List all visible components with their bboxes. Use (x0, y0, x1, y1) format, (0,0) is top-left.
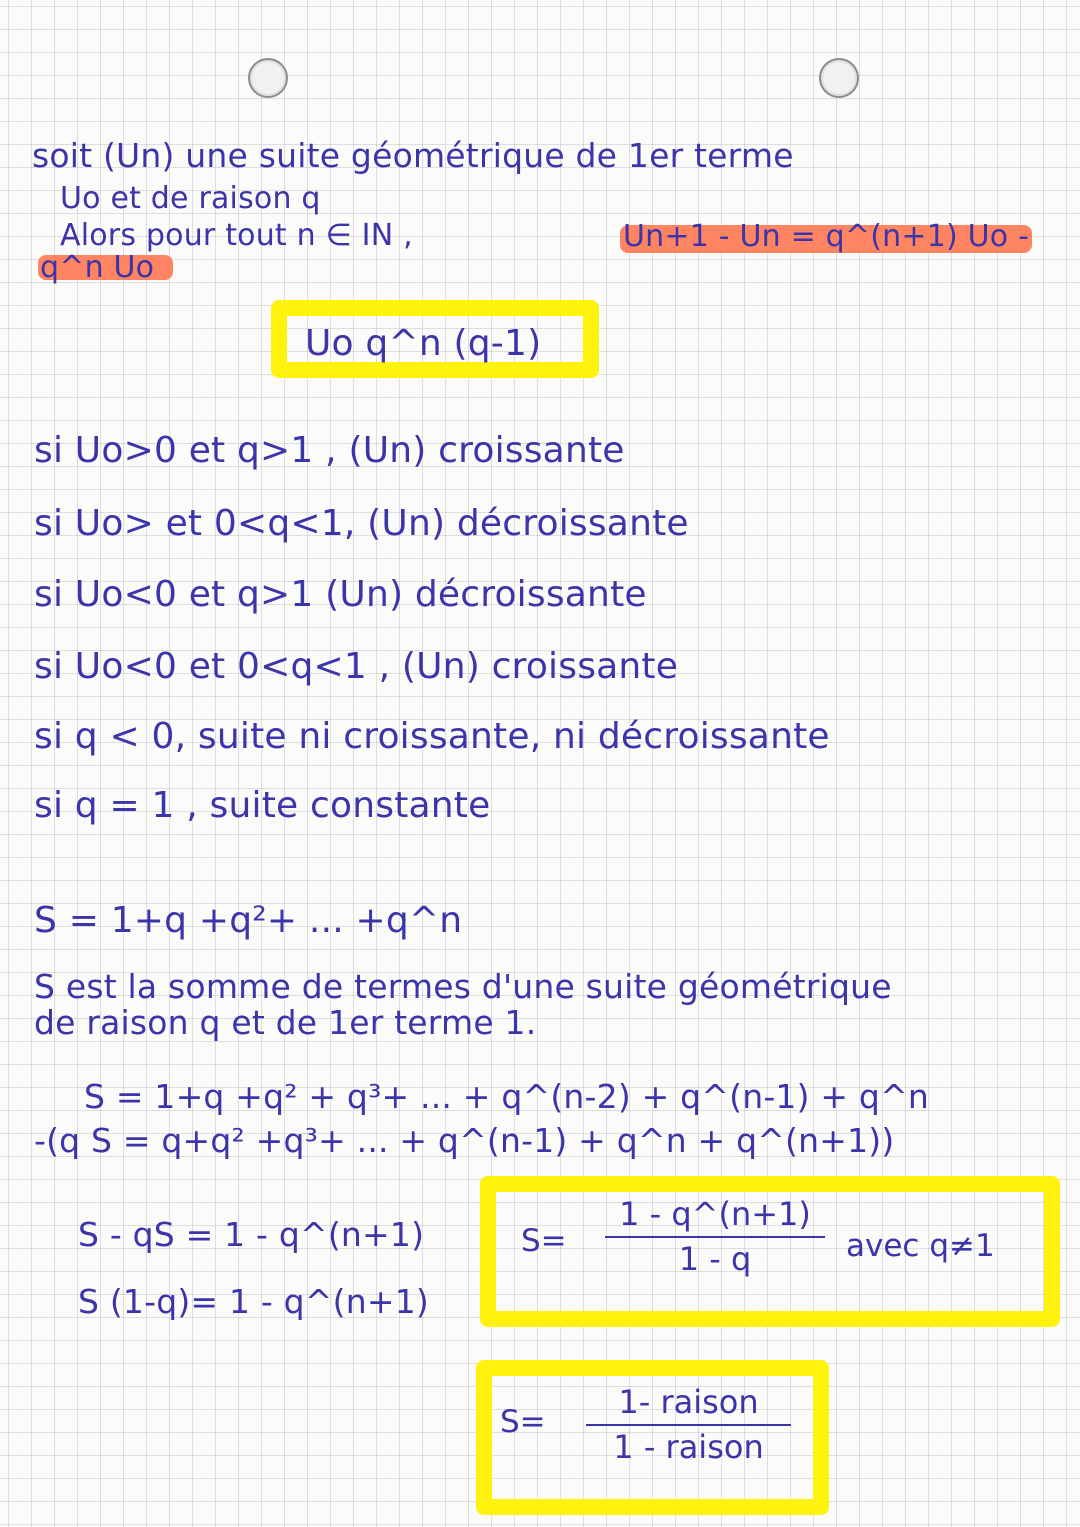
expansion-line-2: -(q S = q+q² +q³+ ... + q^(n-1) + q^n + q^(n+1)) (34, 1121, 895, 1160)
final-result-numerator: 1- raison (618, 1383, 759, 1421)
result-line-2: S (1-q)= 1 - q^(n+1) (78, 1282, 429, 1321)
condition-line-4: si Uo<0 et 0<q<1 , (Un) croissante (34, 646, 679, 687)
binder-hole-right (819, 58, 859, 98)
definition-line-3-prefix: Alors pour tout n ∈ IN , (60, 218, 413, 253)
condition-line-6: si q = 1 , suite constante (34, 785, 491, 826)
final-result-denominator: 1 - raison (613, 1428, 764, 1467)
sum-result-fraction (605, 1197, 825, 1277)
sum-result-fraction-bar (605, 1236, 825, 1238)
condition-line-5: si q < 0, suite ni croissante, ni décroissante (34, 716, 830, 757)
sum-explanation-line-2: de raison q et de 1er terme 1. (34, 1003, 537, 1042)
sum-result-denominator: 1 - q (678, 1240, 752, 1279)
result-line-1: S - qS = 1 - q^(n+1) (78, 1215, 425, 1254)
sum-result-condition: avec q≠1 (846, 1228, 995, 1264)
condition-line-2: si Uo> et 0<q<1, (Un) décroissante (34, 503, 689, 544)
definition-line-3-formula: Un+1 - Un = q^(n+1) Uo - (623, 219, 1030, 254)
expansion-line-1: S = 1+q +q² + q³+ ... + q^(n-2) + q^(n-1) + q^n (84, 1077, 930, 1116)
final-result-fraction (586, 1385, 791, 1465)
definition-line-2: Uo et de raison q (60, 181, 321, 216)
boxed-formula: Uo q^n (q-1) (305, 323, 542, 364)
condition-line-1: si Uo>0 et q>1 , (Un) croissante (34, 430, 625, 471)
sum-result-left: S= (521, 1223, 567, 1259)
condition-line-3: si Uo<0 et q>1 (Un) décroissante (34, 574, 647, 615)
sum-result-numerator: 1 - q^(n+1) (619, 1195, 811, 1233)
final-result-fraction-bar (586, 1424, 791, 1426)
sum-explanation-line-1: S est la somme de termes d'une suite géométrique (34, 967, 892, 1006)
definition-line-4-formula: q^n Uo (40, 250, 155, 285)
definition-line-1: soit (Un) une suite géométrique de 1er terme (32, 136, 794, 175)
sum-formula: S = 1+q +q²+ ... +q^n (34, 900, 463, 941)
binder-hole-left (248, 58, 288, 98)
final-result-left: S= (500, 1404, 546, 1440)
